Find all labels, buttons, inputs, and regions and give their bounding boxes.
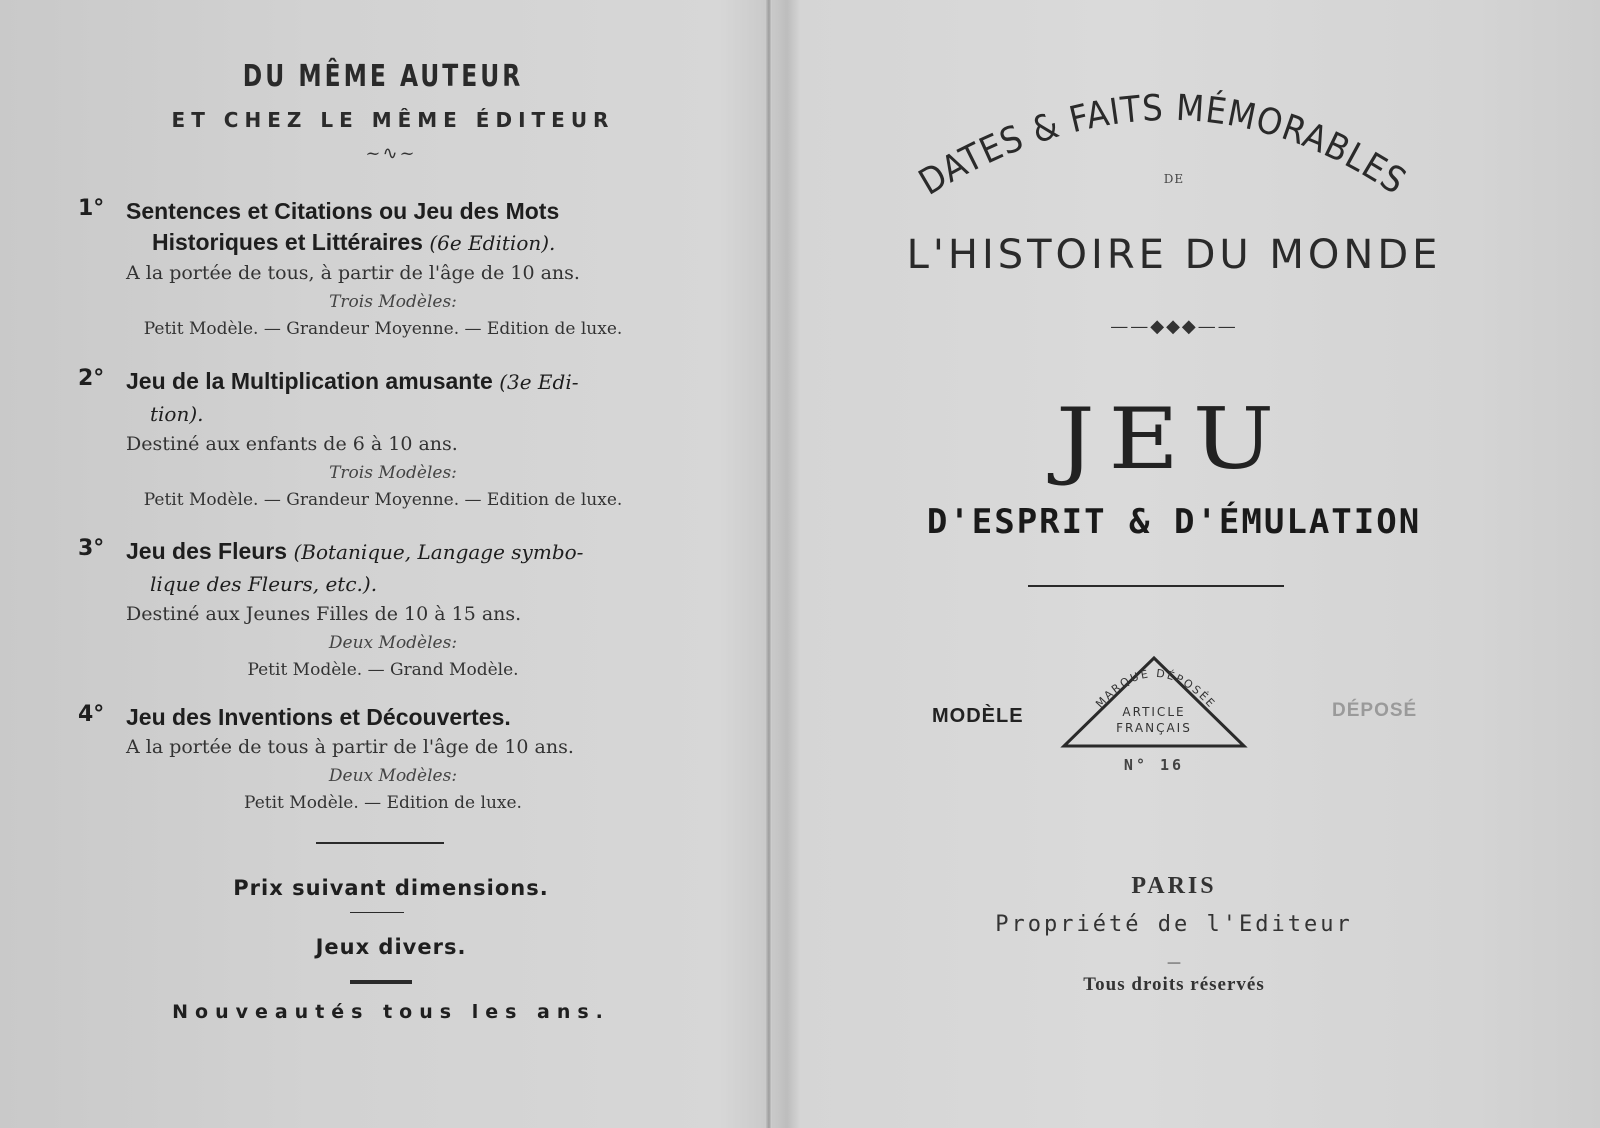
city-paris: PARIS [1131, 873, 1217, 899]
entry-models-heading: Deux Modèles: [328, 766, 458, 786]
entry-models: Petit Modèle. — Grand Modèle. [247, 660, 519, 680]
catalog-entry-1 [78, 196, 678, 342]
yearly-novelties-note: Nouveautés tous les ans. [172, 1001, 610, 1023]
entry-edition: (6e Edition). [429, 231, 556, 255]
entry-title [126, 366, 678, 398]
entry-title-line1: Jeu des Fleurs [126, 538, 288, 564]
stamp-line1: ARTICLE [1122, 705, 1186, 719]
entry-title-line2: Historiques et Littéraires [152, 229, 423, 255]
entry-edition-cont: lique des Fleurs, etc.). [150, 572, 378, 596]
small-dash: — [1167, 955, 1181, 971]
entry-edition: (Botanique, Langage symbo- [293, 540, 584, 564]
entry-title-line1: Sentences et Citations ou Jeu des Mots [126, 198, 560, 224]
title-histoire: L'HISTOIRE DU MONDE [906, 232, 1442, 278]
depose-label: DÉPOSÉ [1332, 700, 1418, 721]
rights-reserved: Tous droits réservés [1083, 974, 1265, 995]
entry-edition-cont-wrap [126, 398, 678, 430]
entry-description: A la portée de tous à partir de l'âge de 10 ans. [126, 736, 574, 758]
entry-number: 1° [78, 196, 105, 221]
title-de: DE [1163, 172, 1185, 186]
entry-edition: (3e Edi- [499, 370, 579, 394]
trademark-stamp-icon [1054, 650, 1254, 790]
price-note: Prix suivant dimensions. [233, 876, 549, 900]
entry-models-heading: Trois Modèles: [329, 292, 457, 312]
catalog-entry-3 [78, 536, 678, 683]
entry-title [126, 536, 678, 568]
svg-text:DATES & FAITS MÉMORABLES [912, 88, 1413, 204]
entry-number: 4° [78, 702, 105, 727]
stamp-line2: FRANÇAIS [1116, 721, 1192, 735]
title-jeu: JEU [1055, 390, 1289, 488]
entry-description: Destiné aux Jeunes Filles de 10 à 15 ans. [126, 603, 522, 625]
catalog-entry-2 [78, 366, 678, 513]
entry-number: 2° [78, 366, 105, 391]
entry-edition-cont-wrap [126, 568, 678, 600]
right-page [772, 0, 1600, 1128]
stamp-outer-text: MARQUE DÉPOSÉE [1093, 666, 1219, 711]
arc-title: DATES & FAITS MÉMORABLES [912, 87, 1414, 204]
entry-description: Destiné aux enfants de 6 à 10 ans. [126, 433, 458, 455]
entry-description: A la portée de tous, à partir de l'âge de 10 ans. [126, 262, 580, 284]
misc-games-note: Jeux divers. [315, 935, 467, 959]
left-page [0, 0, 766, 1128]
entry-edition-cont: tion). [150, 402, 204, 426]
divider-rule-thick [350, 980, 412, 984]
title-esprit: D'ESPRIT & D'ÉMULATION [926, 502, 1422, 542]
publisher-property: Propriété de l'Editeur [995, 912, 1353, 937]
entry-title-line1: Jeu de la Multiplication amusante [126, 368, 493, 394]
entry-title [126, 196, 678, 259]
left-page-title: DU MÊME AUTEUR [242, 59, 524, 95]
modele-label: MODÈLE [932, 705, 1024, 727]
entry-number: 3° [78, 536, 105, 561]
entry-models-heading: Deux Modèles: [328, 633, 458, 653]
entry-models: Petit Modèle. — Grandeur Moyenne. — Edition de luxe. [143, 319, 623, 339]
catalog-entry-4 [78, 702, 678, 816]
ornament-divider: ~∿~ [365, 143, 417, 164]
left-page-subtitle: ET CHEZ LE MÊME ÉDITEUR [171, 108, 615, 132]
arc-title-graphic [772, 60, 1600, 220]
entry-title-line2-wrap [126, 227, 678, 259]
entry-models: Petit Modèle. — Grandeur Moyenne. — Edition de luxe. [143, 490, 623, 510]
divider-rule-thin [350, 912, 404, 913]
divider-rule [1028, 585, 1284, 587]
entry-title: Jeu des Inventions et Découvertes. [126, 704, 511, 730]
entry-models-heading: Trois Modèles: [329, 463, 457, 483]
entry-models: Petit Modèle. — Edition de luxe. [244, 793, 522, 813]
divider-rule [316, 842, 444, 844]
stamp-number: N° 16 [1123, 756, 1185, 774]
ornament-divider: ——◆◆◆—— [1110, 316, 1238, 337]
